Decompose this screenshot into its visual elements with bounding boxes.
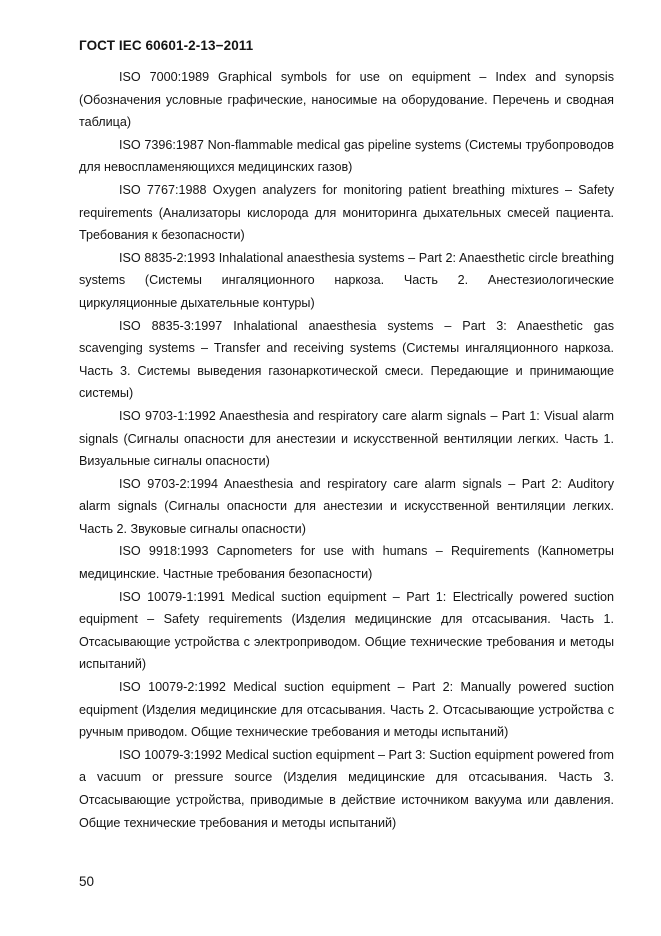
reference-iso-8835-3: ISO 8835-3:1997 Inhalational anaesthesia systems – Part 3: Anaesthetic gas scavenging systems – Transfer and receiving systems (Системы ингаляционного наркоза. Часть 3. Системы выведения газонаркотической смеси. Передающие и принимающие системы) (79, 318, 614, 401)
reference-iso-10079-2: ISO 10079-2:1992 Medical suction equipment – Part 2: Manually powered suction equipment (Изделия медицинские для отсасывания. Часть 2. Отсасывающие устройства с ручным приводом. Общие технические требования и методы испытаний) (79, 680, 614, 740)
reference-iso-10079-3: ISO 10079-3:1992 Medical suction equipment – Part 3: Suction equipment powered from a vacuum or pressure source (Изделия медицинские для отсасывания. Часть 3. Отсасывающие устройства, приводимые в действие источником вакуума или давления. Общие технические требования и методы испытаний) (79, 747, 614, 830)
reference-iso-8835-2: ISO 8835-2:1993 Inhalational anaesthesia systems – Part 2: Anaesthetic circle breathing systems (Системы ингаляционного наркоза. Часть 2. Анестезиологические циркуляционные дыхательные контуры) (79, 250, 614, 310)
reference-iso-7767: ISO 7767:1988 Oxygen analyzers for monitoring patient breathing mixtures – Safety requirements (Анализаторы кислорода для мониторинга дыхательных смесей пациента. Требования к безопасности) (79, 182, 614, 243)
page-header-standard-code: ГОСТ IEC 60601-2-13−2011 (79, 38, 254, 53)
reference-iso-7396: ISO 7396:1987 Non-flammable medical gas pipeline systems (Системы трубопроводов для невоспламеняющихся медицинских газов) (79, 137, 614, 175)
normative-references-list (79, 66, 614, 834)
page-number: 50 (79, 874, 95, 889)
reference-iso-10079-1: ISO 10079-1:1991 Medical suction equipment – Part 1: Electrically powered suction equipment – Safety requirements (Изделия медицинские для отсасывания. Часть 1. Отсасывающие устройства с электроприводом. Общие технические требования и методы испытаний) (79, 589, 614, 672)
reference-iso-7000: ISO 7000:1989 Graphical symbols for use on equipment – Index and synopsis (Обозначения условные графические, наносимые на оборудование. Перечень и сводная таблица) (79, 70, 614, 130)
reference-iso-9703-1: ISO 9703-1:1992 Anaesthesia and respiratory care alarm signals – Part 1: Visual alarm signals (Сигналы опасности для анестезии и искусственной вентиляции легких. Часть 1. Визуальные сигналы опасности) (79, 408, 614, 469)
reference-iso-9703-2: ISO 9703-2:1994 Anaesthesia and respiratory care alarm signals – Part 2: Auditory alarm signals (Сигналы опасности для анестезии и искусственной вентиляции легких. Часть 2. Звуковые сигналы опасности) (79, 476, 614, 536)
reference-iso-9918: ISO 9918:1993 Capnometers for use with humans – Requirements (Капнометры медицинские. Частные требования безопасности) (79, 544, 614, 582)
